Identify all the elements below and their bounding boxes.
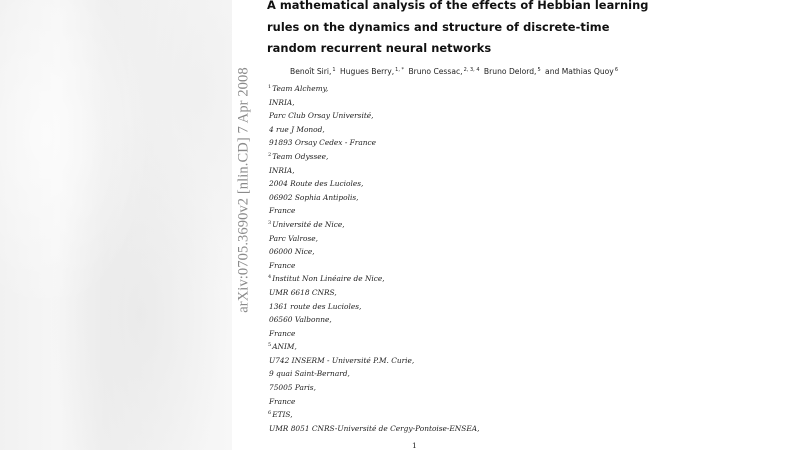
affiliation-text: INRIA,: [269, 97, 295, 107]
affiliation-line: [268, 258, 479, 272]
author-name: Benoît Siri,: [290, 67, 332, 76]
author: [408, 67, 479, 76]
affiliation-text: 1361 route des Lucioles,: [269, 301, 362, 311]
affiliation-text: ETIS,: [272, 410, 293, 420]
affiliation-text: Team Odyssee,: [272, 151, 329, 161]
affiliation-line: [268, 217, 479, 231]
author: [290, 67, 336, 76]
affiliation-text: ANIM,: [272, 342, 297, 352]
affiliation-mark: 3: [268, 219, 272, 226]
affiliation-line: [268, 135, 479, 149]
title-line: rules on the dynamics and structure of discrete-time: [267, 19, 610, 34]
author-affiliation-mark: 6: [614, 67, 618, 73]
affiliation-text: 75005 Paris,: [269, 383, 316, 393]
affiliation-line: [268, 149, 479, 163]
affiliation-text: Université de Nice,: [272, 219, 345, 229]
author-name: Bruno Delord,: [483, 67, 537, 76]
affiliation-line: [268, 95, 479, 109]
affiliation-text: 91893 Orsay Cedex - France: [269, 138, 377, 148]
affiliation-line: [268, 326, 479, 340]
affiliation-text: 06902 Sophia Antipolis,: [269, 192, 359, 202]
affiliation-line: [268, 81, 479, 95]
affiliation-line: [268, 163, 479, 177]
affiliation-line: [268, 339, 479, 353]
author: [545, 67, 618, 76]
affiliation-line: [268, 203, 479, 217]
affiliation-line: [268, 312, 479, 326]
affiliation-mark: 6: [268, 410, 272, 417]
affiliation-text: U742 INSERM - Université P.M. Curie,: [269, 355, 415, 365]
author-name: and Mathias Quoy: [545, 67, 614, 76]
affiliation-line: [268, 353, 479, 367]
affiliation-line: [268, 122, 479, 136]
author-name: Hugues Berry,: [340, 67, 395, 76]
affiliation-text: Parc Valrose,: [269, 233, 318, 243]
arxiv-stamp-text: arXiv:0705.3690v2 [nlin.CD] 7 Apr 2008: [235, 67, 252, 313]
author-affiliation-mark: 2, 3, 4: [463, 67, 480, 73]
affiliation-line: [268, 176, 479, 190]
affiliation-line: [268, 190, 479, 204]
affiliation-line: [268, 407, 479, 421]
affiliation-text: 06000 Nice,: [269, 247, 315, 257]
page-margin-background: [0, 0, 232, 450]
affiliation-text: Institut Non Linéaire de Nice,: [272, 274, 385, 284]
title-line: A mathematical analysis of the effects of Hebbian learning: [267, 0, 649, 12]
affiliation-line: [268, 421, 479, 435]
affiliation-text: Parc Club Orsay Université,: [269, 111, 374, 121]
affiliation-text: France: [269, 206, 296, 216]
affiliation-text: France: [269, 328, 296, 338]
page-number: 1: [412, 441, 417, 450]
affiliation-text: 4 rue J Monod,: [269, 124, 325, 134]
affiliation-line: [268, 244, 479, 258]
affiliation-line: [268, 366, 479, 380]
affiliation-list: [268, 81, 479, 434]
author-list: [290, 67, 620, 76]
affiliation-line: [268, 271, 479, 285]
affiliation-line: [268, 108, 479, 122]
author: [340, 67, 404, 76]
affiliation-line: [268, 285, 479, 299]
affiliation-line: [268, 299, 479, 313]
paper-title: [267, 0, 649, 60]
affiliation-text: INRIA,: [269, 165, 295, 175]
author-name: Bruno Cessac,: [408, 67, 463, 76]
author-affiliation-mark: 1: [332, 67, 336, 73]
affiliation-mark: 2: [268, 151, 272, 158]
affiliation-mark: 5: [268, 342, 272, 349]
affiliation-text: UMR 8051 CNRS-Université de Cergy-Pontoise-ENSEA,: [269, 423, 480, 433]
affiliation-text: 06560 Valbonne,: [269, 315, 332, 325]
author: [484, 67, 541, 76]
affiliation-text: France: [269, 396, 296, 406]
affiliation-mark: 1: [268, 84, 272, 90]
affiliation-text: 9 quai Saint-Bernard,: [269, 369, 350, 379]
affiliation-line: [268, 231, 479, 245]
title-line: random recurrent neural networks: [267, 41, 492, 56]
affiliation-text: Team Alchemy,: [272, 84, 329, 93]
author-affiliation-mark: 1, *: [395, 67, 405, 73]
affiliation-text: France: [269, 260, 296, 270]
affiliation-line: [268, 394, 479, 408]
affiliation-mark: 4: [268, 274, 272, 281]
author-affiliation-mark: 5: [537, 67, 541, 73]
affiliation-text: 2004 Route des Lucioles,: [269, 179, 364, 189]
affiliation-line: [268, 380, 479, 394]
affiliation-text: UMR 6618 CNRS,: [269, 287, 337, 297]
